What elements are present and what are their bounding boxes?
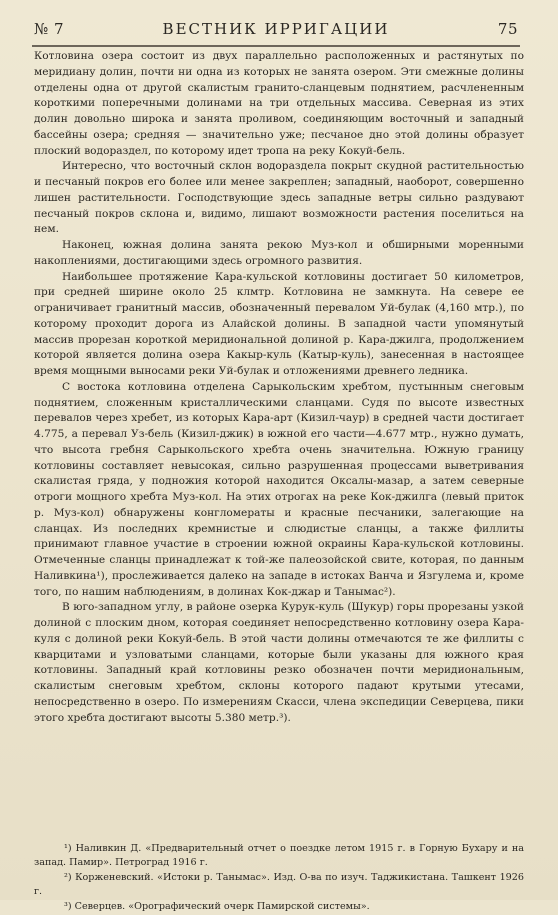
paragraph: Наибольшее протяжение Кара-кульской котловины достигает 50 километров, при средней ширине около 25 клмтр. Котловина не замкнута. На севере ее ограничивает гранитный массив, обозначенный перевалом Уй-булак (4,160 мтр.), по которому проходит дорога из Алайской долины. В западной части упомянутый массив прорезан короткой меридиональной долиной р. Кара-джилга, продолжением которой является долина озера Какыр-куль (Катыр-куль), занесенная в настоящее время мощными выносами реки Уй-булак и отложениями древнего ледника.	[34, 270, 524, 377]
header-rule	[32, 45, 520, 47]
paragraph: Интересно, что восточный склон водораздела покрыт скудной растительностью и песчаный покров его более или менее закреплен; западный, наоборот, совершенно лишен растительности. Господствующие здесь западные ветры сильно раздувают песчаный покров склона и, видимо, лишают возможности растения поселиться на нем.	[34, 160, 524, 236]
paragraph: С востока котловина отделена Сарыкольским хребтом, пустынным снеговым поднятием, сложенным кристаллическими сланцами. Судя по высоте известных перевалов через хребет, из которых Кара-арт (Кизил-чаур) в средней части достигает 4.775, а перевал Уз-бель (Кизил-джик) в южной его части—4.677 мтр., нужно думать, что высота гребня Сарыкольского хребта очень значительна. Южную границу котловины составляет невысокая, сильно разрушенная процессами выветривания скалистая гряда, у подножия которой находится Оксалы-мазар, а затем северные отроги мощного хребта Муз-кол. На этих отрогах на реке Кок-джилга (левый приток р. Муз-кол) обнаружены конгломераты и красные песчаники, залегающие на сланцах. Из последних кремнистые и слюдистые сланцы, а также филлиты принимают главное участие в строении южной окраины Кара-кульской котловины. Отмеченные сланцы принадлежат к той-же палеозойской свите, которая, по данным Наливкина¹), прослеживается далеко на западе в истоках Ванча и Язгулема и, кроме того, по нашим наблюдениям, в долинах Кок-джар и Танымас²).	[34, 380, 524, 598]
footnotes	[34, 842, 524, 915]
paragraph: Наконец, южная долина занята рекою Муз-кол и обширными моренными накоплениями, достигающими здесь огромного развития.	[34, 239, 524, 267]
paragraph: Котловина озера состоит из двух параллельно расположенных и растянутых по меридиану долин, почти ни одна из которых не занята озером. Эти смежные долины отделены одна от другой скалистым гранито-сланцевым поднятием, расчлененным короткими поперечными долинами на три отдельных массива. Северная из этих долин довольно широка и занята проливом, соединяющим восточный и западный бассейны озера; средняя — значительно уже; песчаное дно этой долины образует плоский водораздел, по которому идет тропа на реку Кокуй-бель.	[34, 50, 524, 157]
issue-number: № 7	[34, 20, 65, 38]
footnote: ¹) Наливкин Д. «Предварительный отчет о поездке летом 1915 г. в Горную Бухару и на запад. Памир». Петроград 1916 г.	[34, 843, 524, 868]
paragraph: В юго-западном углу, в районе озерка Курук-куль (Шукур) горы прорезаны узкой долиной с плоским дном, которая соединяет непосредственно котловину озера Кара-куля с долиной реки Кокуй-бель. В этой части долины отмечаются те же филлиты с кварцитами и узловатыми сланцами, которые были указаны для южного края котловины. Западный край котловины резко обозначен почти меридиональным, скалистым снеговым хребтом, склоны которого падают крутыми утесами, непосредственно в озеро. По измерениям Скасси, члена экспедиции Северцева, пики этого хребта достигают высоты 5.380 метр.³).	[34, 601, 524, 724]
article-body	[34, 49, 524, 726]
page-number: 75	[497, 20, 518, 38]
footnote: ³) Северцев. «Орографический очерк Памирской системы».	[64, 901, 370, 912]
journal-title: ВЕСТНИК ИРРИГАЦИИ	[162, 20, 390, 38]
page-header	[34, 20, 518, 42]
footnote: ²) Корженевский. «Истоки р. Танымас». Изд. О-ва по изуч. Таджикистана. Ташкент 1926 г.	[34, 872, 524, 897]
